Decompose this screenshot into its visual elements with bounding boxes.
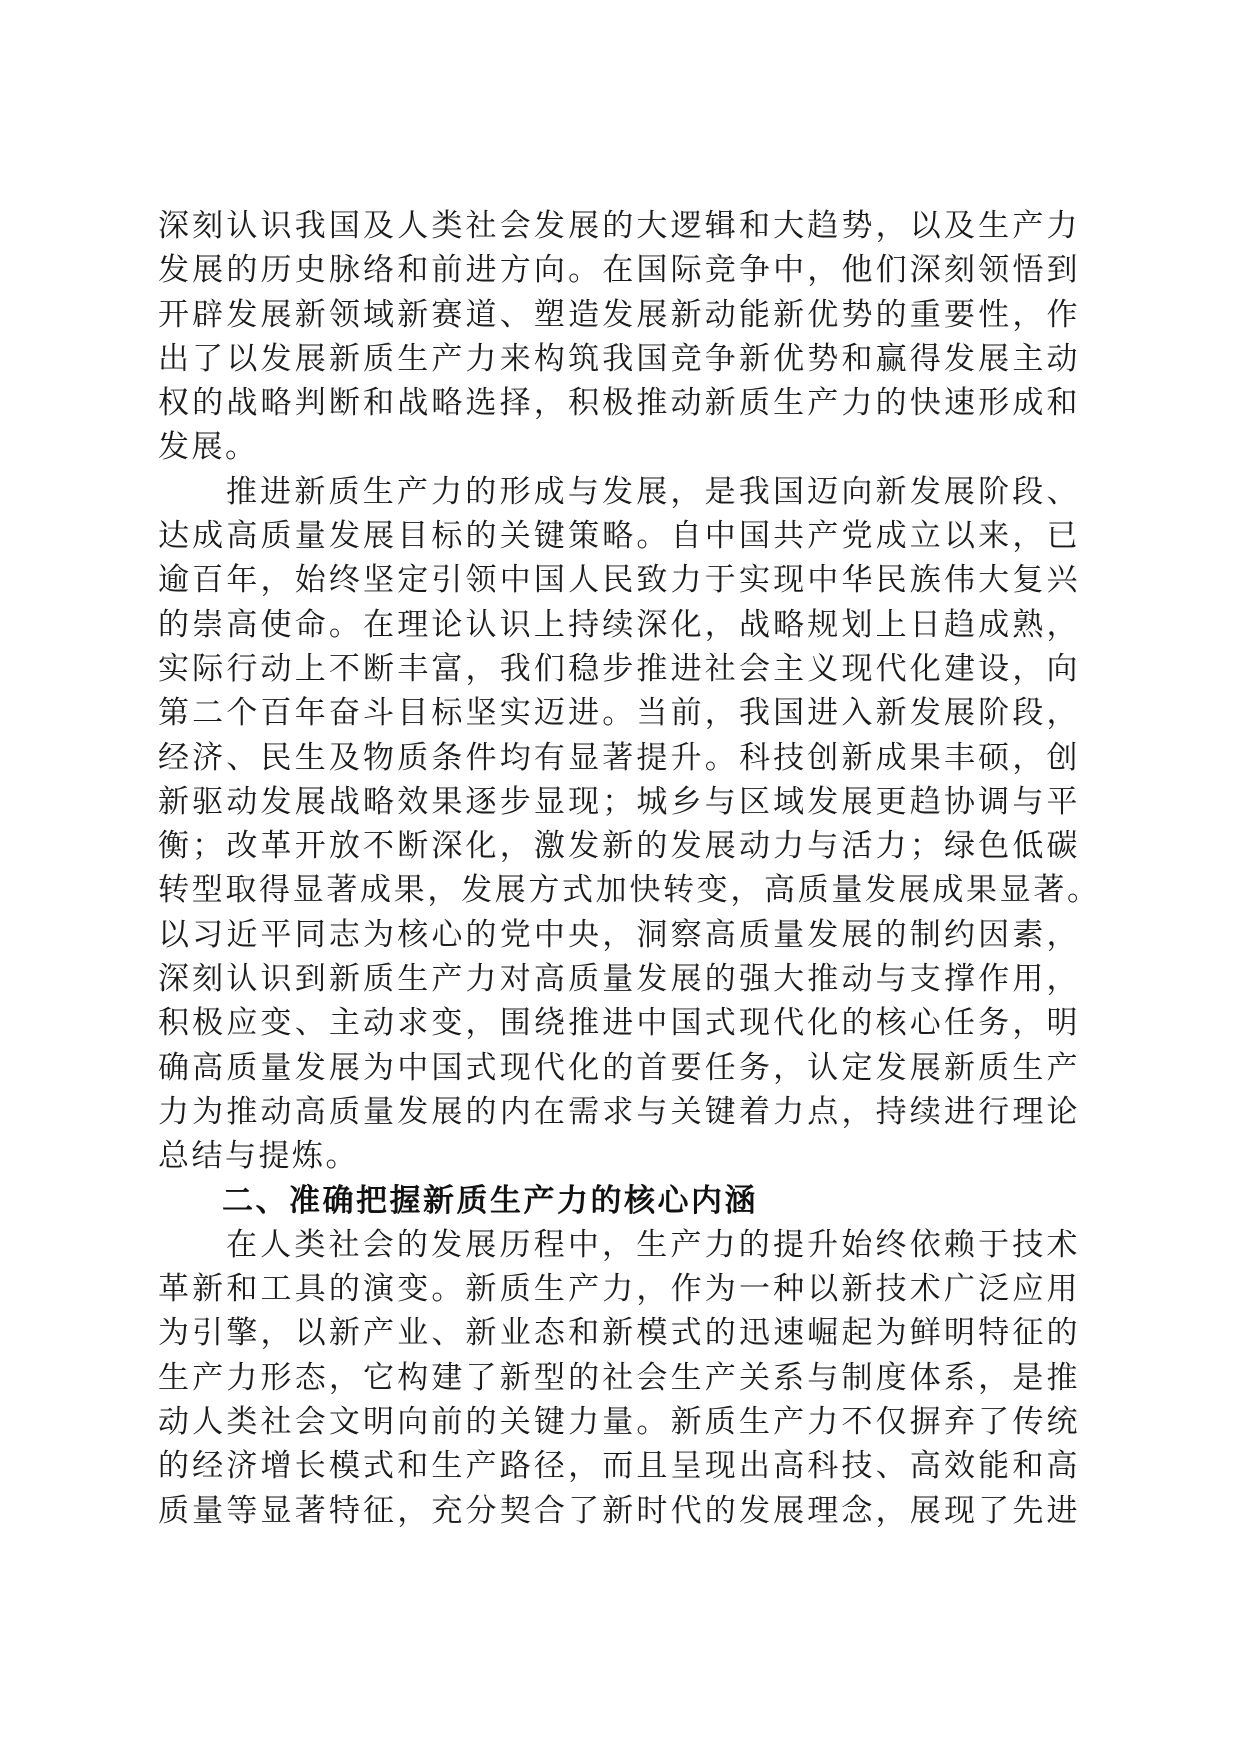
text-line: 的崇高使命。在理论认识上持续深化，战略规划上日趋成熟， xyxy=(158,606,1080,643)
text-line: 在人类社会的发展历程中，生产力的提升始终依赖于技术 xyxy=(226,1226,1080,1263)
paragraph-continued xyxy=(158,204,1080,470)
paragraph xyxy=(158,1223,1080,1533)
paragraph xyxy=(158,470,1099,1179)
text-line: 逾百年，始终坚定引领中国人民致力于实现中华民族伟大复兴 xyxy=(158,562,1080,599)
text-line: 发展的历史脉络和前进方向。在国际竞争中，他们深刻领悟到 xyxy=(158,252,1080,289)
text-line: 深刻认识我国及人类社会发展的大逻辑和大趋势，以及生产力 xyxy=(158,208,1080,244)
text-line: 出了以发展新质生产力来构筑我国竞争新优势和赢得发展主动 xyxy=(158,340,1080,377)
text-line: 动人类社会文明向前的关键力量。新质生产力不仅摒弃了传统 xyxy=(158,1404,1080,1441)
text-line: 确高质量发展为中国式现代化的首要任务，认定发展新质生产 xyxy=(158,1049,1080,1086)
text-line: 发展。 xyxy=(158,429,259,466)
text-line: 衡；改革开放不断深化，激发新的发展动力与活力；绿色低碳 xyxy=(158,828,1080,865)
text-line: 总结与提炼。 xyxy=(158,1138,359,1175)
text-line: 实际行动上不断丰富，我们稳步推进社会主义现代化建设，向 xyxy=(158,650,1080,687)
text-line: 权的战略判断和战略选择，积极推动新质生产力的快速形成和 xyxy=(158,385,1080,422)
text-line: 第二个百年奋斗目标坚实迈进。当前，我国进入新发展阶段， xyxy=(158,695,1080,732)
text-line: 以习近平同志为核心的党中央，洞察高质量发展的制约因素， xyxy=(158,916,1080,953)
text-line: 革新和工具的演变。新质生产力，作为一种以新技术广泛应用 xyxy=(158,1271,1080,1308)
text-line: 为引擎，以新产业、新业态和新模式的迅速崛起为鲜明特征的 xyxy=(158,1315,1080,1352)
section-heading: 二、准确把握新质生产力的核心内涵 xyxy=(222,1182,758,1219)
text-line: 积极应变、主动求变，围绕推进中国式现代化的核心任务，明 xyxy=(158,1005,1080,1042)
text-line: 质量等显著特征，充分契合了新时代的发展理念，展现了先进 xyxy=(158,1492,1080,1529)
text-line: 转型取得显著成果，发展方式加快转变，高质量发展成果显著。 xyxy=(158,872,1099,909)
text-line: 开辟发展新领域新赛道、塑造发展新动能新优势的重要性，作 xyxy=(158,296,1080,333)
text-line: 生产力形态，它构建了新型的社会生产关系与制度体系，是推 xyxy=(158,1359,1080,1396)
body-text xyxy=(158,204,1099,1533)
text-line: 深刻认识到新质生产力对高质量发展的强大推动与支撑作用， xyxy=(158,961,1080,998)
text-line: 的经济增长模式和生产路径，而且呈现出高科技、高效能和高 xyxy=(158,1448,1080,1485)
text-line: 推进新质生产力的形成与发展，是我国迈向新发展阶段、 xyxy=(226,473,1080,510)
text-line: 经济、民生及物质条件均有显著提升。科技创新成果丰硕，创 xyxy=(158,739,1080,776)
text-line: 力为推动高质量发展的内在需求与关键着力点，持续进行理论 xyxy=(158,1093,1080,1130)
text-line: 达成高质量发展目标的关键策略。自中国共产党成立以来，已 xyxy=(158,518,1080,555)
text-line: 新驱动发展战略效果逐步显现；城乡与区域发展更趋协调与平 xyxy=(158,783,1080,820)
